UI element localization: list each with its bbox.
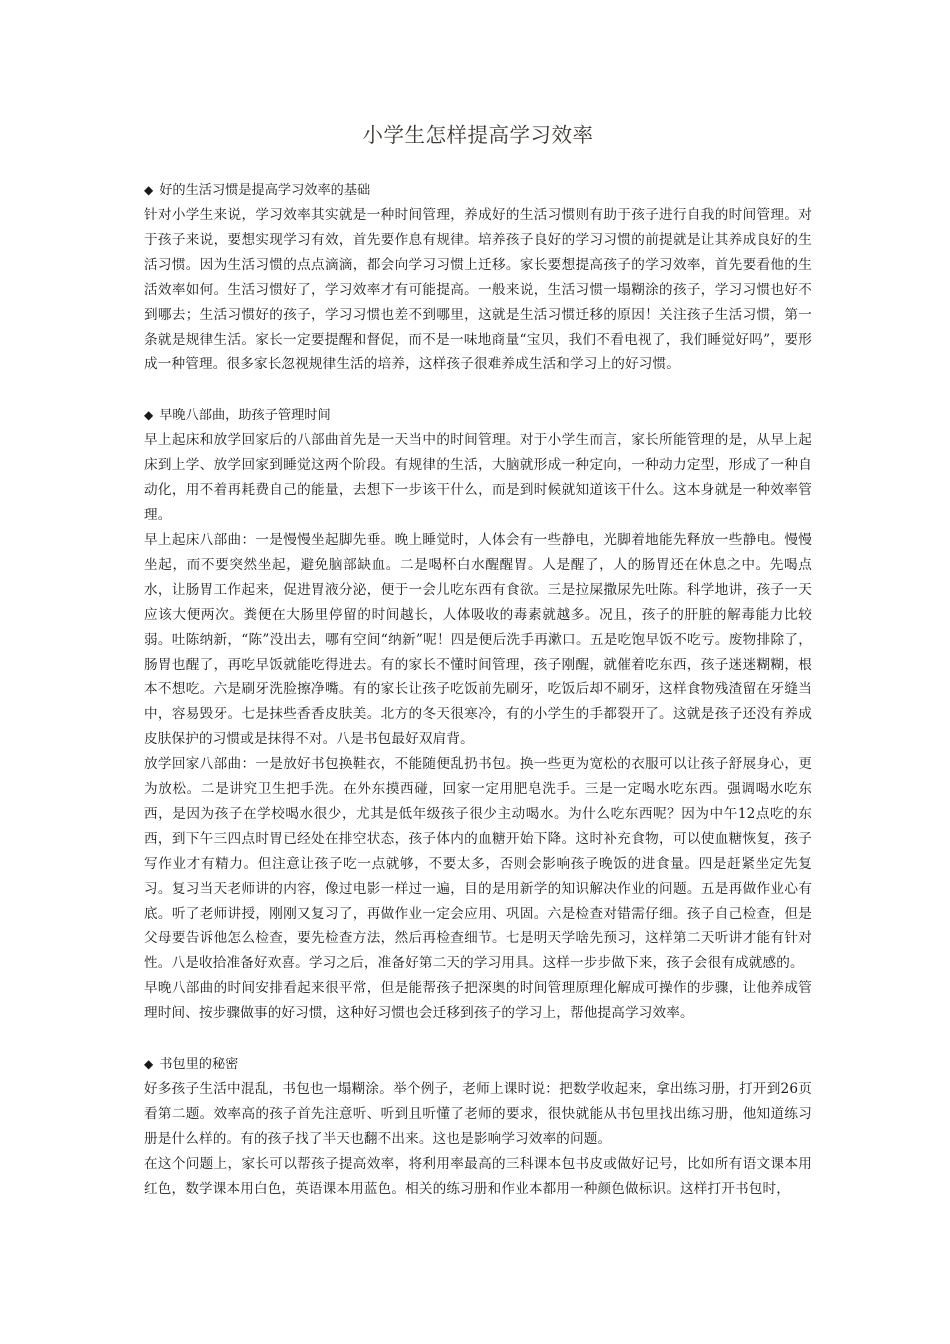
- section-eight-steps: [144, 403, 812, 1026]
- paragraph: 好多孩子生活中混乱，书包也一塌糊涂。举个例子，老师上课时说：把数学收起来，拿出练习册，打开到26页看第二题。效率高的孩子首先注意听、听到且听懂了老师的要求，很快就能从书包里找出练习册，他知道练习册是什么样的。有的孩子找了半天也翻不出来。这也是影响学习效率的问题。: [144, 1081, 812, 1147]
- paragraph: 针对小学生来说，学习效率其实就是一种时间管理，养成好的生活习惯则有助于孩子进行自我的时间管理。对于孩子来说，要想实现学习有效，首先要作息有规律。培养孩子良好的学习习惯的前提就是让其养成良好的生活习惯。因为生活习惯的点点滴滴，都会向学习习惯上迁移。家长要想提高孩子的学习效率，首先要看他的生活效率如何。生活习惯好了，学习效率才有可能提高。一般来说，生活习惯一塌糊涂的孩子，学习习惯也好不到哪去；生活习惯好的孩子，学习习惯也差不到哪里，这就是生活习惯迁移的原因！关注孩子生活习惯，第一条就是规律生活。家长一定要提醒和督促，而不是一味地商量“宝贝，我们不看电视了，我们睡觉好吗”，要形成一种管理。很多家长忽视规律生活的培养，这样孩子很难养成生活和学习上的好习惯。: [144, 207, 812, 373]
- section-heading: [144, 178, 812, 203]
- document-title: 小学生怎样提高学习效率: [362, 123, 594, 147]
- paragraph: 早上起床八部曲：一是慢慢坐起脚先垂。晚上睡觉时，人体会有一些静电，光脚着地能先释放一些静电。慢慢坐起，而不要突然坐起，避免脑部缺血。二是喝杯白水醒醒胃。人是醒了，人的肠胃还在休息之中。先喝点水，让肠胃工作起来，促进胃液分泌，便于一会儿吃东西有食欲。三是拉屎撒尿先吐陈。科学地讲，孩子一天应该大便两次。粪便在大肠里停留的时间越长，人体吸收的毒素就越多。况且，孩子的肝脏的解毒能力比较弱。吐陈纳新，“陈”没出去，哪有空间“纳新”呢！四是便后洗手再漱口。五是吃饱早饭不吃亏。废物排除了，肠胃也醒了，再吃早饭就能吃得进去。有的家长不懂时间管理，孩子刚醒，就催着吃东西，孩子迷迷糊糊，根本不想吃。六是刷牙洗脸擦净嘴。有的家长让孩子吃饭前先刷牙，吃饭后却不刷牙，这样食物残渣留在牙缝当中，容易毁牙。七是抹些香香皮肤美。北方的冬天很寒冷，有的小学生的手都裂开了。这就是孩子还没有养成皮肤保护的习惯或是抹得不对。八是书包最好双肩背。: [144, 531, 812, 748]
- diamond-bullet-icon: ◆: [144, 183, 154, 197]
- section-heading-text: 书包里的秘密: [159, 1057, 239, 1073]
- paragraph: 早上起床和放学回家后的八部曲首先是一天当中的时间管理。对于小学生而言，家长所能管理的是，从早上起床到上学、放学回家到睡觉这两个阶段。有规律的生活，大脑就形成一种定向，一种动力定型，形成了一种自动化，用不着再耗费自己的能量，去想下一步该干什么，而是到时候就知道该干什么。这本身就是一种效率管理。: [144, 432, 812, 524]
- diamond-bullet-icon: ◆: [144, 408, 154, 423]
- section-habits: [144, 178, 812, 377]
- section-heading: [144, 403, 812, 428]
- paragraph: 早晚八部曲的时间安排看起来很平常，但是能帮孩子把深奥的时间管理原理化解成可操作的步骤，让他养成管理时间、按步骤做事的好习惯，这种好习惯也会迁移到孩子的学习上，帮他提高学习效率。: [144, 980, 812, 1022]
- document-page: [144, 118, 812, 1228]
- paragraph: 放学回家八部曲：一是放好书包换鞋衣，不能随便乱扔书包。换一些更为宽松的衣服可以让孩子舒展身心，更为放松。二是讲究卫生把手洗。在外东摸西碰，回家一定用肥皂洗手。三是一定喝水吃东西。强调喝水吃东西，是因为孩子在学校喝水很少，尤其是低年级孩子很少主动喝水。为什么吃东西呢？因为中午12点吃的东西，到下午三四点时胃已经处在排空状态，孩子体内的血糖开始下降。这时补充食物，可以使血糖恢复，孩子写作业才有精力。但注意让孩子吃一点就够，不要太多，否则会影响孩子晚饭的进食量。四是赶紧坐定先复习。复习当天老师讲的内容，像过电影一样过一遍，目的是用新学的知识解决作业的问题。五是再做作业心有底。听了老师讲授，刚刚又复习了，再做作业一定会应用、巩固。六是检查对错需仔细。孩子自己检查，但是父母要告诉他怎么检查，要先检查方法，然后再检查细节。七是明天学啥先预习，这样第二天听讲才能有针对性。八是收拾准备好欢喜。学习之后，准备好第二天的学习用具。这样一步步做下来，孩子会很有成就感的。: [144, 756, 812, 972]
- paragraph: 在这个问题上，家长可以帮孩子提高效率，将利用率最高的三科课本包书皮或做好记号，比如所有语文课本用红色，数学课本用白色，英语课本用蓝色。相关的练习册和作业本都用一种颜色做标识。这样打开书包时，: [144, 1155, 812, 1197]
- section-schoolbag: [144, 1052, 812, 1202]
- diamond-bullet-icon: ◆: [144, 1057, 154, 1072]
- section-heading: [144, 1052, 812, 1077]
- section-heading-text: 好的生活习惯是提高学习效率的基础: [159, 183, 371, 198]
- section-heading-text: 早晚八部曲，助孩子管理时间: [159, 408, 331, 424]
